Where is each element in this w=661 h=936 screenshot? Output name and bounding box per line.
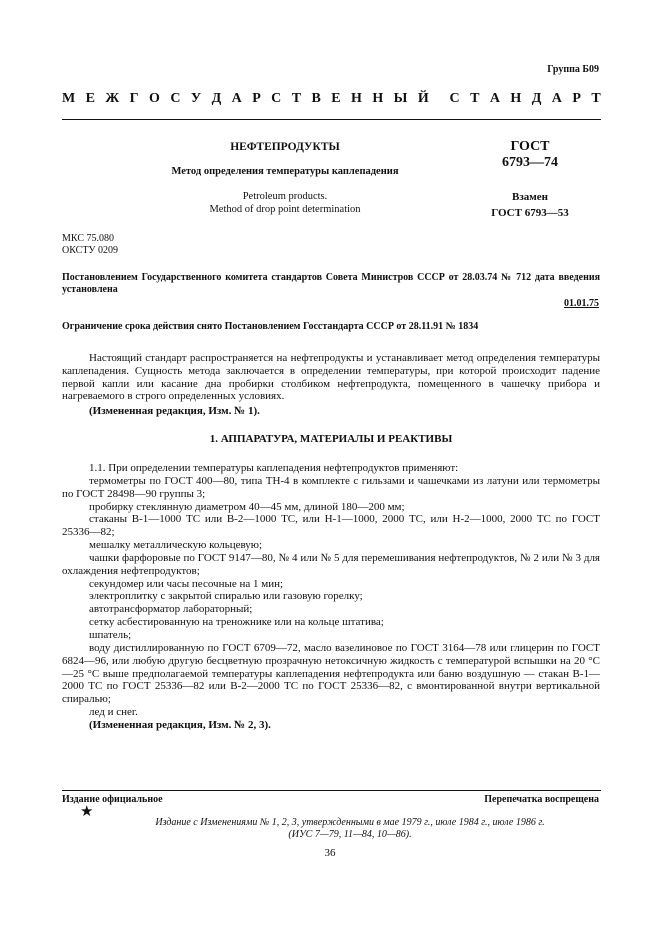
banner-letter: Н — [351, 91, 362, 106]
banner-letter: Й — [417, 91, 429, 106]
intro-revision-note: (Измененная редакция, Изм. № 1). — [89, 405, 260, 417]
decree-text: Постановлением Государственного комитета стандартов Совета Министров СССР от 28.03.74 № 712 дата введения установлена — [62, 272, 600, 295]
document-subtitle: Метод определения температуры каплепадения — [171, 166, 399, 177]
banner-letter: А — [231, 91, 242, 106]
gost-label: ГОСТ — [510, 139, 550, 154]
replaces-label: Взамен — [512, 191, 548, 203]
section-heading: 1. АППАРАТУРА, МАТЕРИАЛЫ И РЕАКТИВЫ — [209, 433, 453, 445]
list-item: сетку асбестированную на треножнике или на кольце штатива; — [89, 616, 384, 629]
list-item: шпатель; — [89, 628, 132, 641]
banner-letter: Д — [211, 91, 222, 106]
english-title-line2: Method of drop point determination — [209, 204, 361, 215]
list-item: воду дистиллированную по ГОСТ 6709—72, масло вазелиновое по ГОСТ 3164—78 или глицерин по ГОСТ 6824—96, или любую другую бесцветную прозрачную нетоксичную жидкость с температурой вспышки на 20 °С—25 °С выше предполагаемой температуры каплепадения нефтепродукта или баню воздушную — стакан В-1—2000 ТС по ГОСТ 25336—82 или В-2—2000 ТС по ГОСТ 25336—82, с вмонтированной внутри вертикальной спиралью; — [62, 641, 600, 706]
star-icon: ★ — [80, 804, 94, 820]
banner-letter: А — [489, 91, 500, 106]
page-number: 36 — [324, 847, 336, 859]
changes-note-line2: (ИУС 7—79, 11—84, 10—86). — [288, 829, 412, 840]
list-item: пробирку стеклянную диаметром 40—45 мм, длиной 180—200 мм; — [89, 500, 405, 513]
banner-letter: Г — [129, 91, 139, 106]
changes-note-line1: Издание с Изменениями № 1, 2, 3, утвержденными в мае 1979 г., июле 1984 г., июле 1986 г. — [155, 817, 545, 828]
list-item: секундомер или часы песочные на 1 мин; — [89, 577, 284, 590]
banner-letter: Т — [291, 91, 302, 106]
intro-paragraph: Настоящий стандарт распространяется на нефтепродукты и устанавливает метод определения температуры каплепадения. Сущность метода заключается в определении температуры, при которой происходит падение первой капли или касание дна пробирки столбиком нефтепродукта, помещенного в чашечку прибора и нагреваемого в строго определенных условиях. — [62, 352, 600, 403]
list-item: стаканы В-1—1000 ТС или В-2—1000 ТС, или Н-1—1000, 2000 ТС, или Н-2—1000, 2000 ТС по ГОСТ 25336—82; — [62, 513, 600, 539]
list-item: 1.1. При определении температуры каплепадения нефтепродуктов применяют: — [89, 462, 459, 474]
banner-letter: Ы — [393, 91, 408, 106]
banner-letter: О — [149, 91, 160, 106]
banner-letter: Н — [510, 91, 522, 106]
mks-code: МКС 75.080 — [62, 233, 114, 244]
banner-letter: М — [62, 91, 76, 106]
banner-letter: С — [271, 91, 282, 106]
banner-letter: С — [170, 91, 181, 106]
gost-number: 6793—74 — [502, 155, 558, 170]
banner-letter: Р — [252, 91, 261, 106]
list-item: электроплитку с закрытой спиралью или газовую горелку; — [89, 590, 363, 603]
banner-letter: Е — [85, 91, 95, 106]
banner-letter: У — [190, 91, 202, 106]
document-title: НЕФТЕПРОДУКТЫ — [230, 141, 340, 153]
standard-banner — [62, 91, 601, 113]
banner-letter: Ж — [105, 91, 120, 106]
group-code: Группа Б09 — [547, 64, 599, 75]
top-rule — [62, 119, 601, 120]
list-item: автотрансформатор лабораторный; — [89, 603, 253, 616]
banner-letter: В — [311, 91, 321, 106]
banner-letter: Е — [331, 91, 341, 106]
banner-letter: Т — [591, 91, 601, 106]
list-item: термометры по ГОСТ 400—80, типа ТН-4 в комплекте с гильзами и чашечками из латуни или термометры по ГОСТ 28498—90 группы 3; — [62, 474, 600, 500]
banner-letter: Т — [470, 91, 480, 106]
replaces-number: ГОСТ 6793—53 — [491, 207, 569, 219]
list-item: чашки фарфоровые по ГОСТ 9147—80, № 4 или № 5 для перемешивания нефтепродуктов, № 2 или № 3 для охлаждения нефтепродуктов; — [62, 551, 600, 577]
banner-letter: Р — [572, 91, 581, 106]
official-edition-label: Издание официальное — [62, 794, 163, 805]
reprint-prohibited-label: Перепечатка воспрещена — [484, 794, 599, 805]
english-title-line1: Petroleum products. — [242, 191, 328, 202]
list-item: мешалку металлическую кольцевую; — [89, 539, 263, 552]
equipment-list — [62, 462, 600, 732]
section-revision-note: (Измененная редакция, Изм. № 2, 3). — [89, 718, 271, 731]
banner-letter: С — [449, 91, 460, 106]
list-item: лед и снег. — [89, 706, 138, 719]
effective-date: 01.01.75 — [564, 298, 599, 309]
limit-removed-note: Ограничение срока действия снято Постановлением Госстандарта СССР от 28.11.91 № 1834 — [62, 321, 479, 332]
banner-letter: Д — [531, 91, 542, 106]
banner-letter: Н — [372, 91, 384, 106]
okstu-code: ОКСТУ 0209 — [62, 245, 119, 256]
banner-letter: А — [551, 91, 562, 106]
bottom-rule — [62, 790, 601, 791]
